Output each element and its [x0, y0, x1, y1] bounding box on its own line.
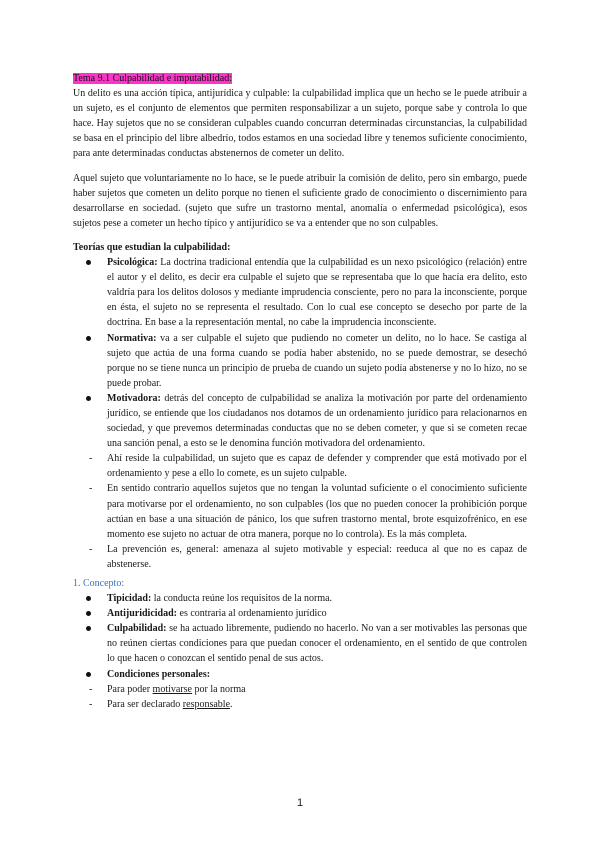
spacer — [73, 231, 527, 240]
page-number: 1 — [296, 797, 304, 809]
bullet-item-antijuridicidad — [73, 606, 527, 621]
bullet-text: detrás del concepto de culpabilidad se analiza la motivación por parte del ordenamiento jurídico, se entiende que los ciudadanos nos dotamos de un ordenamiento jurídico para relacionarnos en sociedad, y que prevemos determinadas conductas que no se deben cometer, y que si se cometen recae una sanción penal, a esto se le denomina función motivadora del ordenamiento. — [107, 392, 527, 450]
spacer — [73, 162, 527, 171]
bullet-text: se ha actuado libremente, pudiendo no hacerlo. No van a ser motivables las personas que no reúnen ciertas condiciones para que puedan conocer el ordenamiento, en el sentido de que controlen lo que hacen o conozcan el sentido penal de sus actos. — [107, 623, 527, 665]
concept-heading: 1. Concepto: — [73, 578, 125, 589]
concept-bullet-list — [73, 591, 527, 682]
page-content — [73, 71, 527, 712]
dash-text: Para poder — [107, 683, 153, 695]
bullet-term: Normativa: — [107, 332, 157, 344]
bullet-item-psicologica — [73, 255, 527, 330]
theories-bullet-list — [73, 255, 527, 451]
dash-text: Para ser declarado — [107, 698, 183, 710]
bullet-item-motivadora — [73, 391, 527, 451]
bullet-text: es contraria al ordenamiento jurídico — [177, 608, 327, 620]
bullet-term: Antijuridicidad: — [107, 608, 178, 620]
bullet-term: Psicológica: — [107, 257, 158, 269]
dash-text: por la norma — [191, 683, 246, 695]
dash-item: - En sentido contrario aquellos sujetos que no tengan la voluntad suficiente o el conocimiento suficiente para motivarse por el ordenamiento, no son culpables (los que no pueden conocer la prohibición porque actúan en base a una situación de pánico, los que sufren trastorno mental, brote esquizofrénico, en ese momento ese sujeto no actuar de otra manera, porque no lo controla). Es la más completa. — [73, 481, 527, 541]
dash-text: . — [230, 698, 233, 710]
dash-item — [73, 697, 527, 712]
bullet-text: la conducta reúne los requisitos de la norma. — [151, 593, 333, 605]
theories-dash-list — [73, 451, 527, 572]
bullet-item-tipicidad — [73, 591, 527, 606]
bullet-term: Tipicidad: — [107, 593, 152, 605]
intro-paragraph: Un delito es una acción típica, antijurídica y culpable: la culpabilidad implica que un hecho se le puede atribuir a un sujeto, es el conjunto de elementos que permiten responsabilizar a un sujeto, porque sabe y controla lo que hace. Hay sujetos que no se consideran culpables cuando concurran determinadas circunstancias, la culpabilidad se basa en el principio del libre albedrío, todos estamos en una sociedad libre y tenemos suficiente conocimiento, para ante determinadas conductas abstenernos de cometer un delito. — [73, 88, 527, 160]
bullet-term: Condiciones personales: — [107, 668, 211, 680]
highlighted-title: Tema 9.1 Culpabilidad e imputabilidad: — [73, 73, 232, 84]
dash-item — [73, 682, 527, 697]
bullet-term: Motivadora: — [107, 392, 161, 404]
second-paragraph: Aquel sujeto que voluntariamente no lo hace, se le puede atribuir la comisión de delito, pero sin embargo, puede haber sujetos que cometen un delito porque no tienen el suficiente grado de conocimiento o discernimiento para desarrollarse en sociedad. (sujeto que sufre un trastorno mental, anomalía o enfermedad psicológica), esos sujetos pese a cometer un hecho típico y antijurídico se va a entender que no son culpables. — [73, 172, 527, 229]
underlined-word: motivarse — [152, 683, 192, 695]
bullet-term: Culpabilidad: — [107, 623, 167, 635]
underlined-word: responsable — [182, 698, 231, 710]
bullet-text: La doctrina tradicional entendía que la culpabilidad es un nexo psicológico (relación) entre el autor y el delito, es decir era culpable el sujeto que se representaba que lo que hacía era delito, esto valdría para los delitos dolosos y mediante imprudencia consciente, pero no para la inconsciente, porque en ésta, el sujeto no se representa el resultado. Con lo cual ese concepto se desecho por parte de la doctrina. En base a la representación mental, no cabe la imprudencia inconsciente. — [107, 257, 527, 329]
dash-item: - Ahí reside la culpabilidad, un sujeto que es capaz de defender y comprender que está motivado por el ordenamiento y pese a ello lo comete, es un sujeto culpable. — [73, 451, 527, 481]
bullet-item-condiciones — [73, 667, 527, 682]
document-title — [73, 71, 527, 86]
bullet-item-culpabilidad — [73, 621, 527, 666]
concept-dash-list — [73, 682, 527, 712]
bullet-item-normativa — [73, 331, 527, 391]
bullet-text: va a ser culpable el sujeto que pudiendo no cometer un delito, no lo hace. Se castiga al sujeto que actúa de una forma cuando se podía haber abstenido, no se puede demostrar, se desechó porque no se tiene nunca un principio de prueba de cuando un sujeto podía abstenerse y no lo hizo, no se puede probar. — [107, 332, 527, 389]
theories-heading: Teorías que estudian la culpabilidad: — [73, 241, 231, 253]
dash-item: - La prevención es, general: amenaza al sujeto motivable y especial: reeduca al que no es capaz de abstenerse. — [73, 542, 527, 572]
